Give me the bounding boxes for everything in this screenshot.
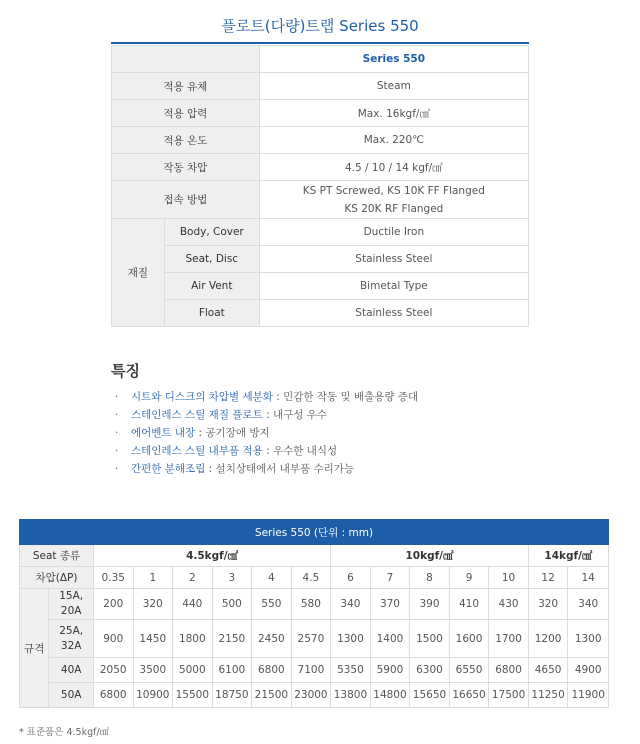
capacity-cell: 440 — [173, 589, 213, 620]
dp-value: 12 — [528, 567, 568, 589]
capacity-cell: 10900 — [133, 683, 173, 708]
capacity-cell: 6550 — [449, 658, 489, 683]
dp-value: 10 — [489, 567, 529, 589]
spec-label: 적용 유체 — [112, 73, 260, 100]
dp-value: 9 — [449, 567, 489, 589]
capacity-cell: 4650 — [528, 658, 568, 683]
material-part: Float — [164, 300, 259, 327]
capacity-cell: 1400 — [370, 620, 410, 658]
capacity-cell: 500 — [212, 589, 252, 620]
feature-text: : 우수한 내식성 — [262, 445, 338, 457]
capacity-cell: 6100 — [212, 658, 252, 683]
size-line: 32A — [60, 639, 82, 652]
material-part: Air Vent — [164, 273, 259, 300]
seat-label: Seat 종류 — [20, 545, 94, 567]
feature-text: : 내구성 우수 — [262, 409, 327, 421]
capacity-cell: 16650 — [449, 683, 489, 708]
size-cell: 40A — [49, 658, 94, 683]
dp-value: 2 — [173, 567, 213, 589]
spec-row — [112, 181, 529, 219]
capacity-cell: 23000 — [291, 683, 331, 708]
capacity-title-row — [20, 520, 609, 545]
capacity-row — [20, 683, 609, 708]
capacity-cell: 2450 — [252, 620, 292, 658]
dp-value: 4.5 — [291, 567, 331, 589]
capacity-cell: 5350 — [331, 658, 371, 683]
capacity-cell: 15650 — [410, 683, 450, 708]
spec-series-header: Series 550 — [259, 46, 528, 73]
feature-item — [115, 406, 418, 424]
capacity-cell: 5900 — [370, 658, 410, 683]
capacity-cell: 1500 — [410, 620, 450, 658]
material-row — [112, 300, 529, 327]
capacity-cell: 5000 — [173, 658, 213, 683]
feature-highlight: 스테인레스 스틸 재질 플로트 — [131, 409, 263, 421]
seat-group: 4.5kgf/㎠ — [93, 545, 330, 567]
dp-value: 6 — [331, 567, 371, 589]
capacity-cell: 1600 — [449, 620, 489, 658]
capacity-cell: 410 — [449, 589, 489, 620]
spec-value — [259, 181, 528, 219]
feature-text: : 공기장애 방지 — [195, 427, 270, 439]
capacity-cell: 6300 — [410, 658, 450, 683]
capacity-cell: 430 — [489, 589, 529, 620]
spec-value: Max. 16kgf/㎠ — [259, 100, 528, 127]
seat-group: 14kgf/㎠ — [528, 545, 608, 567]
features-list — [115, 388, 418, 478]
material-row — [112, 273, 529, 300]
dp-value: 7 — [370, 567, 410, 589]
dp-value: 0.35 — [93, 567, 133, 589]
material-value: Bimetal Type — [259, 273, 528, 300]
capacity-cell: 200 — [93, 589, 133, 620]
material-label: 재질 — [112, 219, 165, 327]
feature-highlight: 스테인레스 스틸 내부품 적용 — [131, 445, 263, 457]
bullet-icon: · — [115, 463, 119, 475]
spec-value: Steam — [259, 73, 528, 100]
capacity-cell: 11900 — [568, 683, 609, 708]
capacity-cell: 6800 — [252, 658, 292, 683]
feature-item — [115, 424, 418, 442]
capacity-cell: 3500 — [133, 658, 173, 683]
material-part: Body, Cover — [164, 219, 259, 246]
spec-value-line: KS PT Screwed, KS 10K FF Flanged — [302, 184, 485, 197]
feature-item — [115, 388, 418, 406]
capacity-cell: 17500 — [489, 683, 529, 708]
capacity-cell: 6800 — [93, 683, 133, 708]
dp-value: 1 — [133, 567, 173, 589]
page-title: 플로트(다량)트랩 Series 550 — [111, 8, 529, 44]
capacity-cell: 1200 — [528, 620, 568, 658]
feature-highlight: 시트와 디스크의 차압별 세분화 — [131, 391, 273, 403]
feature-highlight: 간편한 분해조립 — [131, 463, 206, 475]
dp-row — [20, 567, 609, 589]
material-part: Seat, Disc — [164, 246, 259, 273]
features-title: 특징 — [111, 362, 140, 380]
capacity-cell: 6800 — [489, 658, 529, 683]
spec-table — [111, 45, 529, 327]
material-value: Stainless Steel — [259, 300, 528, 327]
size-label: 규격 — [20, 589, 49, 708]
feature-item — [115, 442, 418, 460]
dp-value: 8 — [410, 567, 450, 589]
bullet-icon: · — [115, 427, 119, 439]
dp-value: 14 — [568, 567, 609, 589]
capacity-cell: 1300 — [331, 620, 371, 658]
dp-value: 4 — [252, 567, 292, 589]
size-cell — [49, 620, 94, 658]
capacity-cell: 390 — [410, 589, 450, 620]
capacity-cell: 2050 — [93, 658, 133, 683]
capacity-cell: 370 — [370, 589, 410, 620]
capacity-cell: 18750 — [212, 683, 252, 708]
capacity-cell: 1700 — [489, 620, 529, 658]
material-row — [112, 246, 529, 273]
material-value: Ductile Iron — [259, 219, 528, 246]
capacity-cell: 320 — [133, 589, 173, 620]
capacity-cell: 13800 — [331, 683, 371, 708]
material-row — [112, 219, 529, 246]
seat-group: 10kgf/㎠ — [331, 545, 529, 567]
capacity-title: Series 550 (단위 : mm) — [20, 520, 609, 545]
capacity-cell: 21500 — [252, 683, 292, 708]
spec-header-row — [112, 46, 529, 73]
feature-item — [115, 460, 418, 478]
feature-text: : 민감한 작동 및 배출용량 증대 — [272, 391, 419, 403]
bullet-icon: · — [115, 391, 119, 403]
dp-label: 차압(ΔP) — [20, 567, 94, 589]
capacity-cell: 7100 — [291, 658, 331, 683]
capacity-cell: 340 — [568, 589, 609, 620]
spec-label: 적용 온도 — [112, 127, 260, 154]
size-line: 20A — [60, 605, 82, 617]
spec-header-empty — [112, 46, 260, 73]
size-cell — [49, 589, 94, 620]
feature-highlight: 에어벤트 내장 — [131, 427, 196, 439]
capacity-cell: 1450 — [133, 620, 173, 658]
capacity-cell: 4900 — [568, 658, 609, 683]
spec-value: 4.5 / 10 / 14 kgf/㎠ — [259, 154, 528, 181]
seat-row — [20, 545, 609, 567]
capacity-table — [19, 519, 609, 708]
capacity-row — [20, 589, 609, 620]
capacity-row — [20, 620, 609, 658]
capacity-cell: 580 — [291, 589, 331, 620]
capacity-cell: 900 — [93, 620, 133, 658]
capacity-cell: 320 — [528, 589, 568, 620]
spec-value-line: KS 20K RF Flanged — [344, 202, 444, 215]
size-line: 15A, — [59, 590, 84, 602]
capacity-cell: 14800 — [370, 683, 410, 708]
capacity-cell: 2150 — [212, 620, 252, 658]
capacity-cell: 2570 — [291, 620, 331, 658]
capacity-cell: 15500 — [173, 683, 213, 708]
bullet-icon: · — [115, 445, 119, 457]
spec-row — [112, 127, 529, 154]
dp-value: 3 — [212, 567, 252, 589]
material-value: Stainless Steel — [259, 246, 528, 273]
spec-row — [112, 100, 529, 127]
capacity-cell: 550 — [252, 589, 292, 620]
capacity-cell: 11250 — [528, 683, 568, 708]
spec-row — [112, 154, 529, 181]
bullet-icon: · — [115, 409, 119, 421]
capacity-row — [20, 658, 609, 683]
size-cell: 50A — [49, 683, 94, 708]
capacity-cell: 340 — [331, 589, 371, 620]
capacity-cell: 1300 — [568, 620, 609, 658]
capacity-cell: 1800 — [173, 620, 213, 658]
spec-label: 작동 차압 — [112, 154, 260, 181]
size-line: 25A, — [59, 624, 84, 637]
spec-label: 적용 압력 — [112, 100, 260, 127]
spec-label: 접속 방법 — [112, 181, 260, 219]
feature-text: : 설치상태에서 내부품 수리가능 — [205, 463, 355, 475]
spec-value: Max. 220℃ — [259, 127, 528, 154]
spec-row — [112, 73, 529, 100]
footnote: * 표준품은 4.5kgf/㎠ — [19, 727, 110, 738]
